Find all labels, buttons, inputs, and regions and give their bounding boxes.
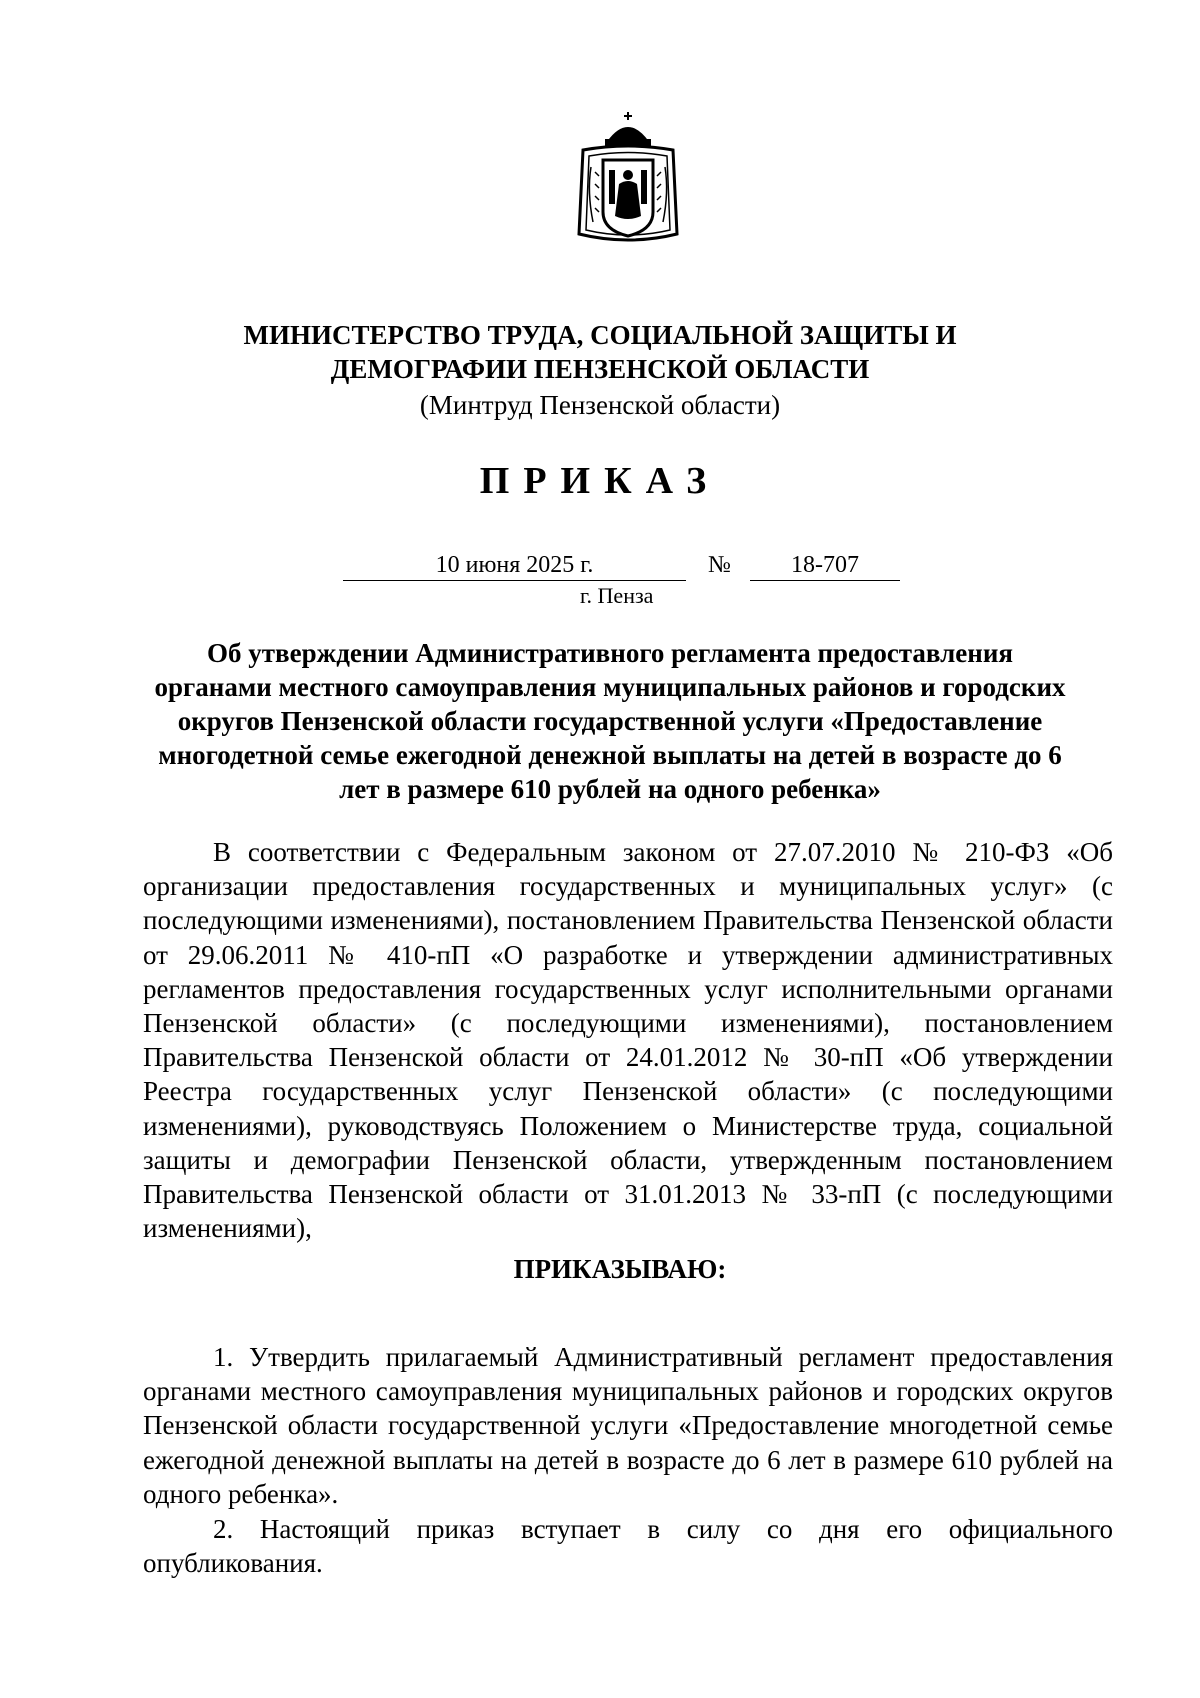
org-name-line1: МИНИСТЕРСТВО ТРУДА, СОЦИАЛЬНОЙ ЗАЩИТЫ И bbox=[243, 320, 957, 350]
number-sign: № bbox=[708, 552, 731, 578]
document-number: 18-707 bbox=[750, 550, 900, 581]
order-item-1: 1. Утвердить прилагаемый Административный регламент предоставления органами местного самоуправления муниципальных районов и городских округов Пензенской области государственной услуги «Предоставление многодетной семье ежегодной денежной выплаты на детей в возрасте до 6 лет в размере 610 рублей на одного ребенка». bbox=[143, 1342, 1113, 1509]
document-city: г. Пенза bbox=[580, 583, 654, 608]
order-item-2: 2. Настоящий приказ вступает в силу со дня его официального опубликования. bbox=[143, 1514, 1113, 1579]
penza-coat-of-arms-icon bbox=[573, 112, 683, 252]
org-name-line2: ДЕМОГРАФИИ ПЕНЗЕНСКОЙ ОБЛАСТИ bbox=[330, 354, 870, 384]
order-directive: ПРИКАЗЫВАЮ: bbox=[513, 1254, 727, 1284]
document-date: 10 июня 2025 г. bbox=[343, 550, 686, 581]
org-short-name: (Минтруд Пензенской области) bbox=[419, 390, 781, 420]
document-subject: Об утверждении Административного регламента предоставления органами местного самоуправления муниципальных районов и городских округов Пензенской области государственной услуги «Предоставление многодетной семье ежегодной денежной выплаты на детей в возрасте до 6 лет в размере 610 рублей на одного ребенка» bbox=[154, 638, 1066, 804]
preamble-paragraph: В соответствии с Федеральным законом от 27.07.2010 № 210-ФЗ «Об организации предоставления государственных и муниципальных услуг» (с последующими изменениями), постановлением Правительства Пензенской области от 29.06.2011 № 410-пП «О разработке и утверждении административных регламентов предоставления государственных услуг исполнительными органами Пензенской области» (с последующими изменениями), постановлением Правительства Пензенской области от 24.01.2012 № 30-пП «Об утверждении Реестра государственных услуг Пензенской области» (с последующими изменениями), руководствуясь Положением о Министерстве труда, социальной защиты и демографии Пензенской области, утвержденным постановлением Правительства Пензенской области от 31.01.2013 № 33-пП (с последующими изменениями), bbox=[143, 837, 1113, 1244]
document-meta-row bbox=[0, 550, 1200, 586]
document-type-title: ПРИКАЗ bbox=[479, 460, 721, 502]
